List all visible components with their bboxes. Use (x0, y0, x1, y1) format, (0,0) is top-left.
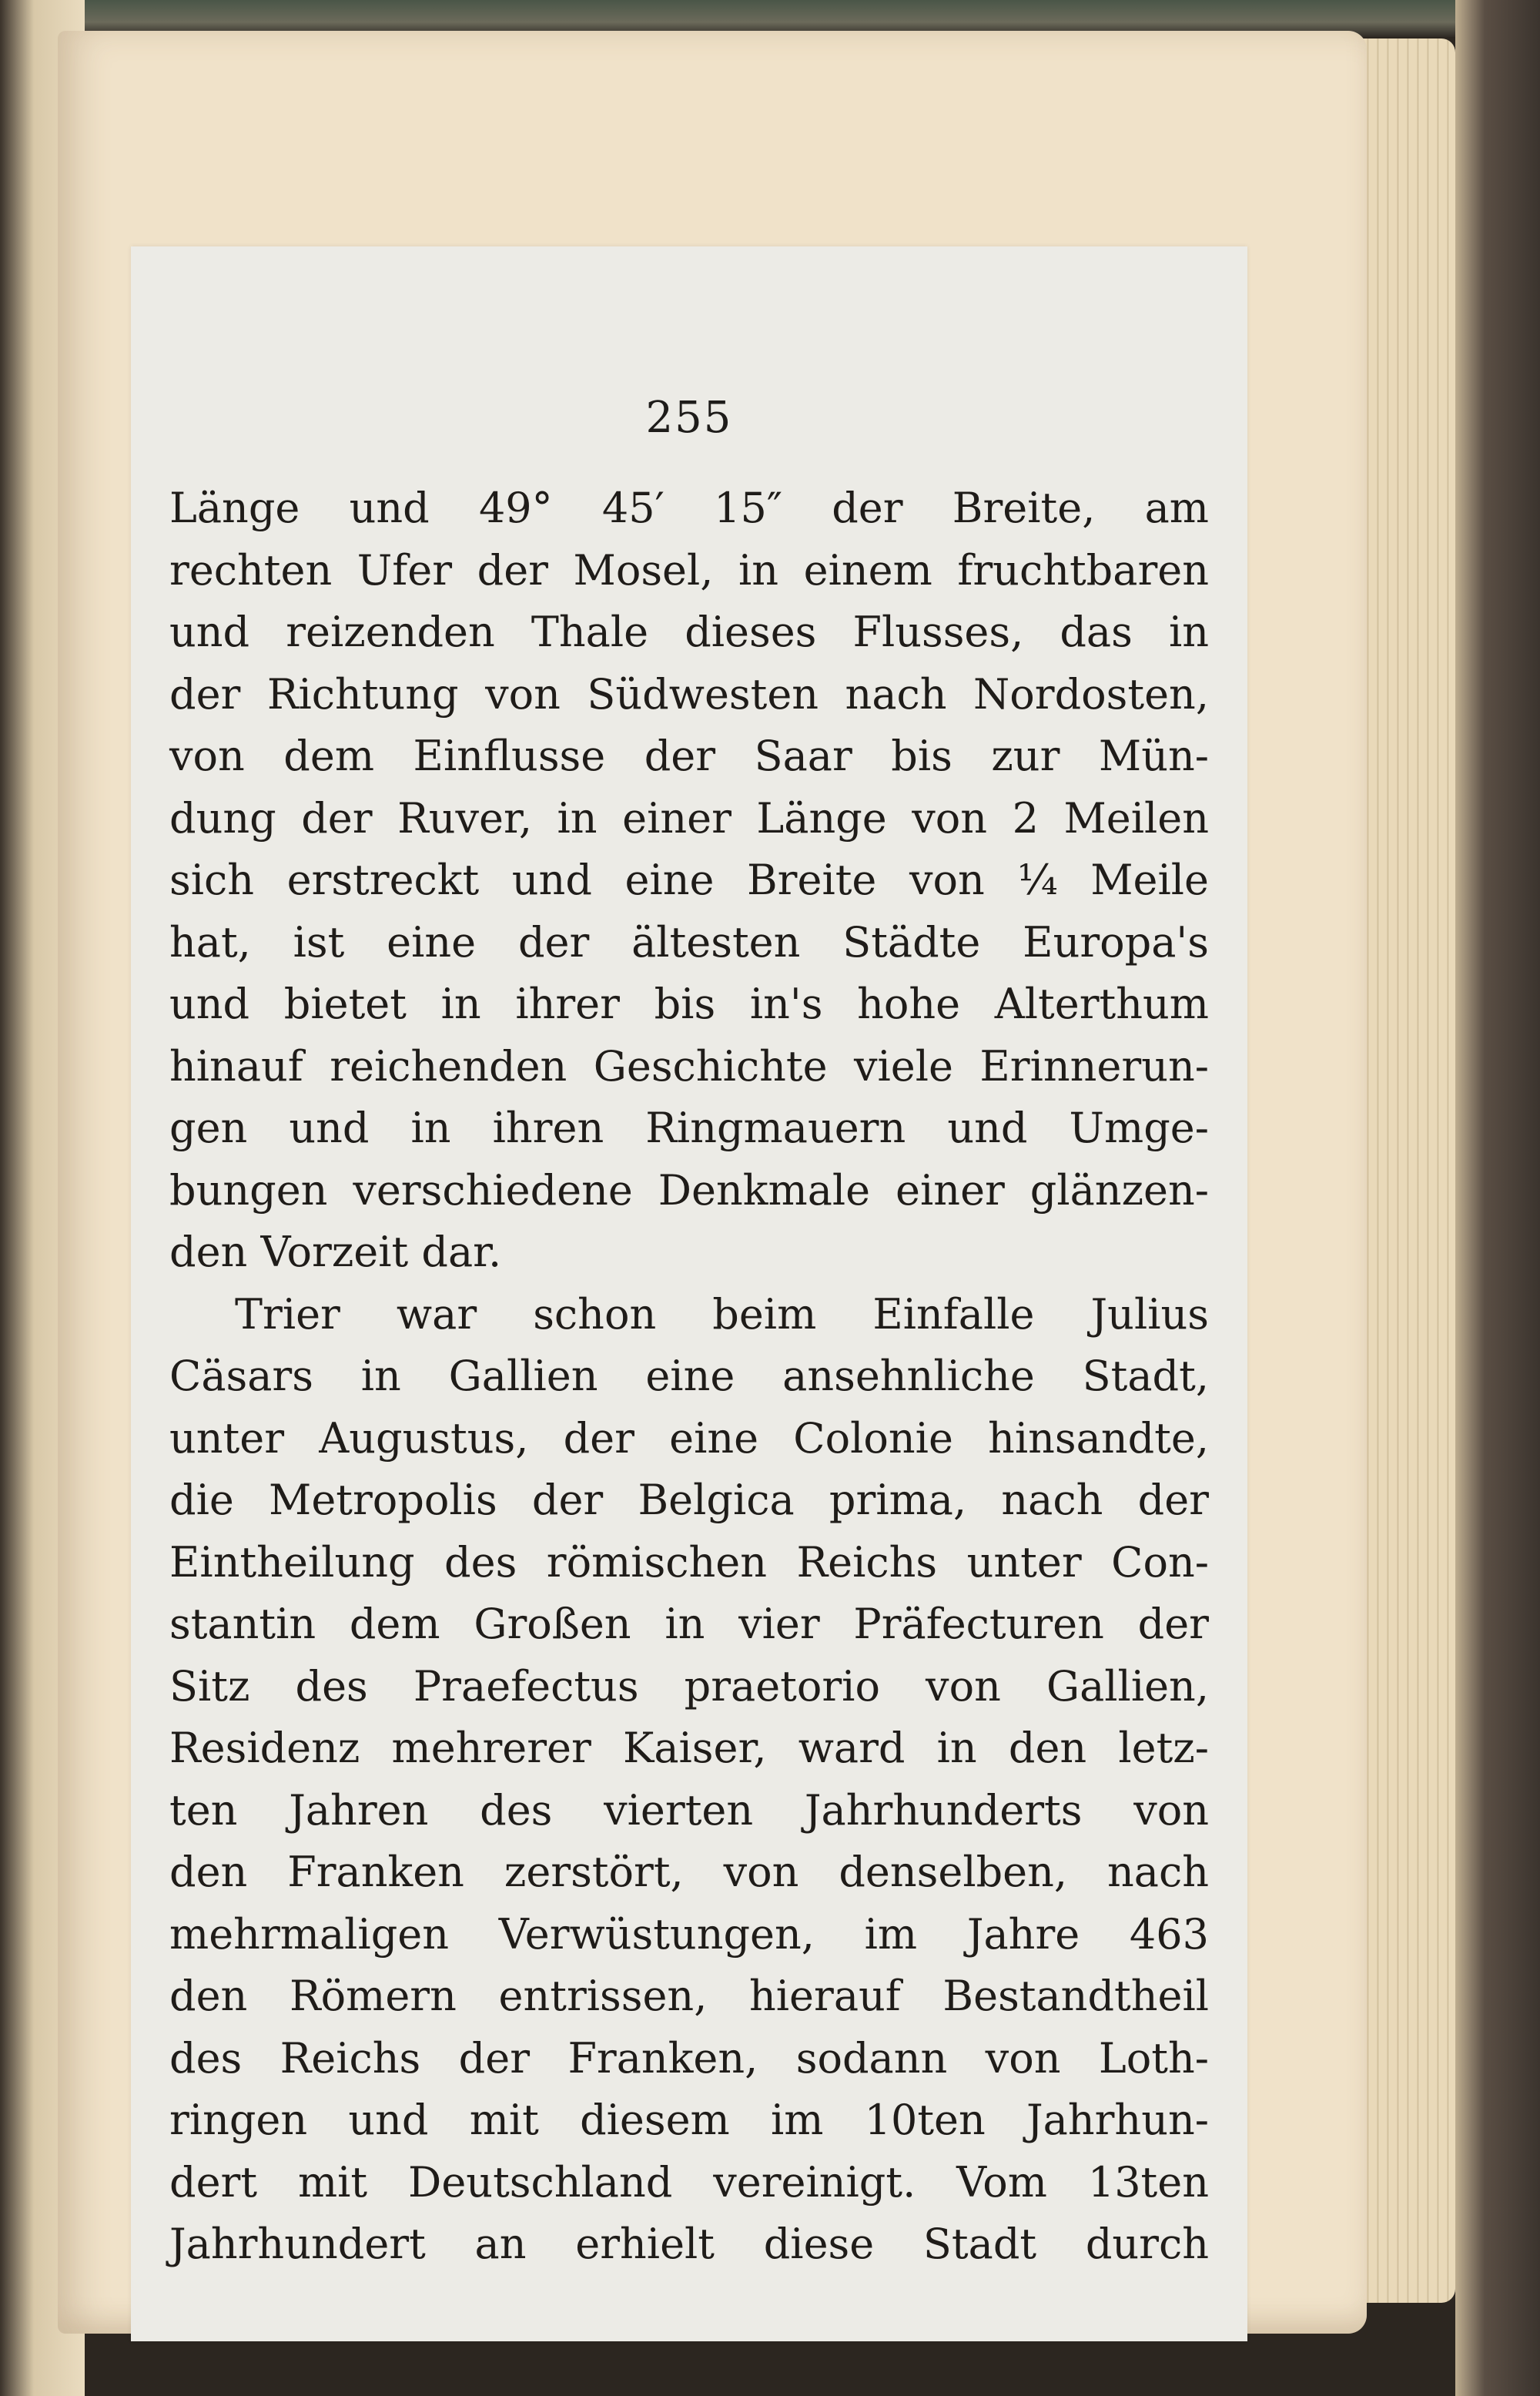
text-line: und bietet in ihrer bis in's hohe Alterthum (169, 980, 1209, 1028)
text-line: die Metropolis der Belgica prima, nach der (169, 1476, 1209, 1524)
text-line: Eintheilung des römischen Reichs unter Con- (169, 1537, 1209, 1587)
book-page (58, 31, 1367, 2334)
text-line: unter Augustus, der eine Colonie hinsandte, (169, 1413, 1209, 1463)
pasted-text-sheet (131, 246, 1247, 2341)
text-line: gen und in ihren Ringmauern und Umge- (169, 1104, 1209, 1152)
text-line: der Richtung von Südwesten nach Nordosten, (169, 669, 1209, 719)
text-line: hat, ist eine der ältesten Städte Europa's (169, 917, 1209, 967)
text-line: und reizenden Thale dieses Flusses, das in (169, 608, 1209, 656)
text-line: den Franken zerstört, von denselben, nach (169, 1848, 1209, 1896)
book-cover-right (1455, 0, 1540, 2396)
text-line: Trier war schon beim Einfalle Julius (235, 1289, 1209, 1339)
text-line: stantin dem Großen in vier Präfecturen der (169, 1600, 1209, 1648)
text-line: den Vorzeit dar. (169, 1228, 502, 1276)
text-line: des Reichs der Franken, sodann von Loth- (169, 2033, 1209, 2083)
paragraph-2 (169, 1284, 1209, 2276)
text-line: sich erstreckt und eine Breite von ¼ Meile (169, 856, 1209, 904)
text-line: mehrmaligen Verwüstungen, im Jahre 463 (169, 1909, 1209, 1959)
text-line: Cäsars in Gallien eine ansehnliche Stadt, (169, 1352, 1209, 1400)
text-line: dert mit Deutschland vereinigt. Vom 13ten (169, 2157, 1209, 2207)
text-line: ringen und mit diesem im 10ten Jahrhun- (169, 2096, 1209, 2144)
text-line: von dem Einflusse der Saar bis zur Mün- (169, 732, 1209, 780)
text-line: hinauf reichenden Geschichte viele Erinnerun- (169, 1041, 1209, 1091)
text-line: den Römern entrissen, hierauf Bestandtheil (169, 1972, 1209, 2020)
page-number: 255 (645, 393, 733, 443)
text-line: Jahrhundert an erhielt diese Stadt durch (169, 2220, 1209, 2268)
text-block (169, 478, 1209, 2276)
text-line: Sitz des Praefectus praetorio von Gallien, (169, 1661, 1209, 1711)
text-line: dung der Ruver, in einer Länge von 2 Meilen (169, 793, 1209, 843)
text-line: bungen verschiedene Denkmale einer glänzen- (169, 1165, 1209, 1215)
text-line: ten Jahren des vierten Jahrhunderts von (169, 1785, 1209, 1835)
paragraph-1 (169, 478, 1209, 1284)
text-line: Residenz mehrerer Kaiser, ward in den letz- (169, 1724, 1209, 1772)
text-line: rechten Ufer der Mosel, in einem fruchtbaren (169, 545, 1209, 595)
text-line: Länge und 49° 45′ 15″ der Breite, am (169, 484, 1209, 532)
